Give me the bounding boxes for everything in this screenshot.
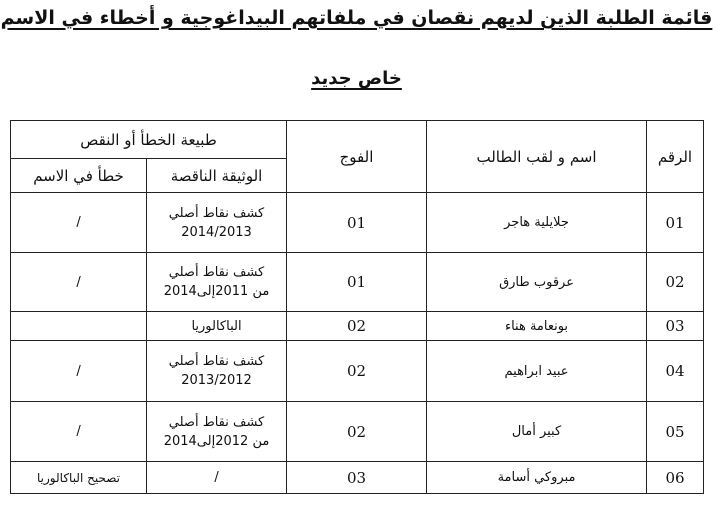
- cell-student-name: جلايلية هاجر: [427, 193, 647, 253]
- cell-number: 02: [647, 253, 704, 312]
- header-nature: طبيعة الخطأ أو النقص: [11, 121, 287, 159]
- header-row-top: [11, 121, 704, 159]
- cell-missing-document: [147, 402, 287, 462]
- cell-name-error: /: [11, 253, 147, 312]
- cell-group: 03: [287, 462, 427, 494]
- cell-student-name: مبروكي أسامة: [427, 462, 647, 494]
- header-name-error: خطأ في الاسم: [11, 159, 147, 193]
- doc-line-2: 2013/2012: [181, 373, 252, 388]
- doc-line-1: كشف نقاط أصلي: [168, 265, 265, 280]
- cell-number: 06: [647, 462, 704, 494]
- header-number: الرقم: [647, 121, 704, 193]
- header-missing-document: الوثيقة الناقصة: [147, 159, 287, 193]
- cell-name-error: /: [11, 402, 147, 462]
- students-table: [10, 120, 704, 494]
- cell-group: 02: [287, 402, 427, 462]
- table-row: [11, 312, 704, 341]
- doc-line-2: 2014/2013: [181, 224, 252, 240]
- doc-line-2: من 2011إلى2014: [163, 284, 270, 299]
- cell-student-name: بونعامة هناء: [427, 312, 647, 341]
- header-group: الفوج: [287, 121, 427, 193]
- table-row: [11, 402, 704, 462]
- cell-missing-document: [147, 312, 287, 341]
- cell-student-name: عرقوب طارق: [427, 253, 647, 312]
- cell-name-error: /: [11, 193, 147, 253]
- document-title: [0, 6, 713, 30]
- table-row: [11, 193, 704, 253]
- cell-student-name: عبيد ابراهيم: [427, 341, 647, 402]
- cell-missing-document: [147, 462, 287, 494]
- doc-line-1: كشف نقاط أصلي: [168, 205, 265, 221]
- cell-group: 01: [287, 253, 427, 312]
- doc-line-1: كشف نقاط أصلي: [168, 354, 265, 369]
- cell-group: 02: [287, 312, 427, 341]
- document-subtitle: [0, 68, 713, 90]
- cell-missing-document: [147, 253, 287, 312]
- document-title-text: قائمة الطلبة الذين لديهم نقصان في ملفاتهم البيداغوجية و أخطاء في الاسم: [0, 7, 713, 29]
- doc-line-1: /: [214, 470, 219, 485]
- table-row: [11, 462, 704, 494]
- cell-number: 03: [647, 312, 704, 341]
- doc-line-2: من 2012إلى2014: [163, 433, 270, 449]
- cell-group: 02: [287, 341, 427, 402]
- cell-name-error: /: [11, 341, 147, 402]
- cell-number: 04: [647, 341, 704, 402]
- document-subtitle-text: خاص جديد: [311, 68, 402, 89]
- cell-number: 01: [647, 193, 704, 253]
- cell-group: 01: [287, 193, 427, 253]
- doc-line-1: كشف نقاط أصلي: [168, 414, 265, 430]
- table-row: [11, 253, 704, 312]
- cell-student-name: كبير أمال: [427, 402, 647, 462]
- header-student-name: اسم و لقب الطالب: [427, 121, 647, 193]
- cell-name-error: تصحيح الباكالوريا: [11, 462, 147, 494]
- table-row: [11, 341, 704, 402]
- cell-name-error: [11, 312, 147, 341]
- cell-missing-document: [147, 193, 287, 253]
- doc-line-1: الباكالوريا: [191, 318, 242, 334]
- cell-missing-document: [147, 341, 287, 402]
- cell-number: 05: [647, 402, 704, 462]
